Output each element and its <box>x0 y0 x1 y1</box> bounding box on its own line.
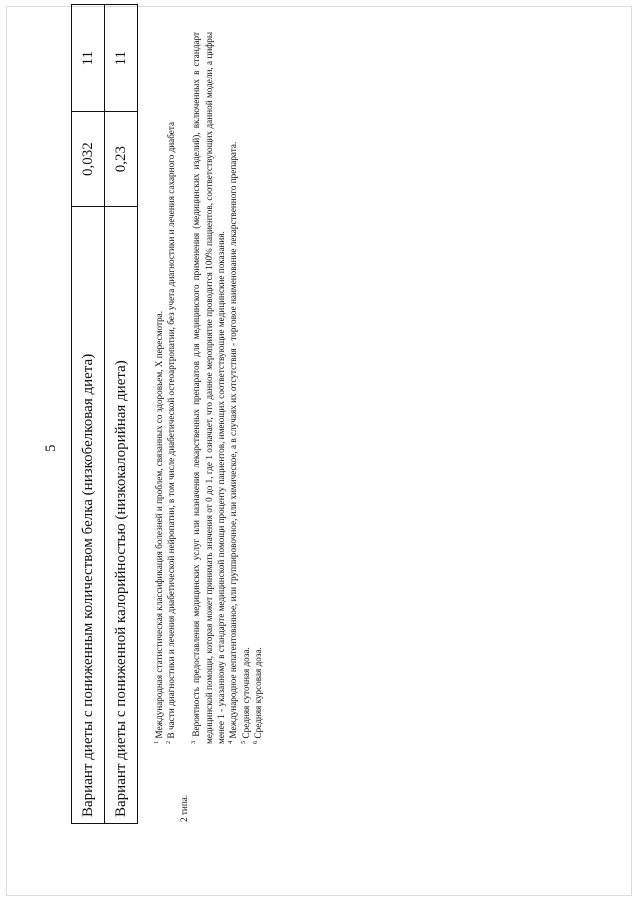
footnote-2-continuation: 2 типа. <box>178 794 189 822</box>
footnote-text: Средняя суточная доза. <box>240 647 251 739</box>
row-name: Вариант диеты с пониженной калорийностью (низкокалорийная диета) <box>105 206 138 823</box>
row-count: 11 <box>72 5 105 112</box>
footnote-6 <box>252 32 264 822</box>
footnote-mark: 3 <box>190 740 198 744</box>
footnote-mark: 5 <box>239 740 247 744</box>
footnote-text: Вероятность предоставления медицинских услуг или назначения лекарственных препаратов для медицинского применения (медицинских изделий), включенных в стандарт медицинской помощи, которая может принимать значения от 0 до 1, где 1 означает, что данное мероприятие проводится 100% пациентов, соответствующих данной модели, а цифры менее 1 - указанному в стандарте медицинской помощи проценту пациентов, имеющих соответствующие медицинские показания. <box>191 31 227 744</box>
footnote-mark: 1 <box>152 740 160 744</box>
footnote-1 <box>153 32 165 822</box>
footnote-2 <box>165 32 177 822</box>
footnote-text: Международная статистическая классификация болезней и проблем, связанных со здоровьем, X пересмотра. <box>154 310 164 739</box>
footnote-4 <box>227 32 239 822</box>
row-frequency: 0,23 <box>105 112 138 206</box>
footnote-mark: 2 <box>165 740 173 744</box>
table-row <box>105 5 138 824</box>
footnote-text: Средняя курсовая доза. <box>253 647 264 739</box>
row-frequency: 0,032 <box>72 112 105 206</box>
footnote-text: Международное непатентованное, или группировочное, или химическое, а в случаях их отсутствия - торговое наименование лекарственного препарата. <box>228 141 239 739</box>
footnote-mark: 4 <box>227 740 235 744</box>
page-number: 5 <box>43 444 59 452</box>
table-row <box>72 5 105 824</box>
footnote-5 <box>240 32 252 822</box>
footnote-3 <box>190 32 227 822</box>
diet-table <box>71 4 138 824</box>
row-count: 11 <box>105 5 138 112</box>
rotated-page <box>5 0 635 860</box>
footnote-text: В части диагностики и лечения диабетической нейропатии, в том числе диабетической остеоартропатии, без учета диагностики и лечения сахарного диабета <box>166 121 177 739</box>
footnote-mark: 6 <box>252 740 260 744</box>
row-name: Вариант диеты с пониженным количеством белка (низкобелковая диета) <box>72 206 105 823</box>
footnotes <box>153 32 265 822</box>
